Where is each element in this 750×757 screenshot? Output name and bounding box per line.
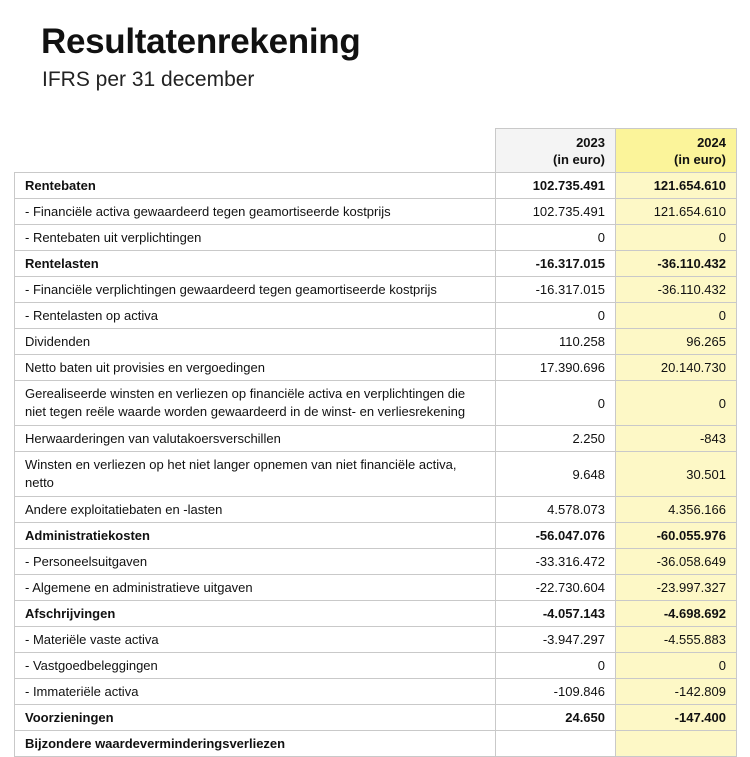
table-row [15, 575, 737, 601]
value-2024: -843 [616, 426, 737, 452]
value-2024: 0 [616, 303, 737, 329]
header-blank-cell [15, 129, 496, 173]
table-row [15, 497, 737, 523]
column-header-2023-unit: (in euro) [553, 151, 605, 167]
row-label: - Materiële vaste activa [15, 627, 496, 653]
value-2024: -147.400 [616, 705, 737, 731]
table-row [15, 627, 737, 653]
value-2024: -142.809 [616, 679, 737, 705]
table-row [15, 199, 737, 225]
value-2024: -36.110.432 [616, 251, 737, 277]
row-label: Afschrijvingen [15, 601, 496, 627]
value-2023 [496, 731, 616, 757]
row-label: Bijzondere waardeverminderingsverliezen [15, 731, 496, 757]
table-row [15, 303, 737, 329]
value-2023: 0 [496, 653, 616, 679]
row-label: Netto baten uit provisies en vergoedingen [15, 355, 496, 381]
row-label: - Immateriële activa [15, 679, 496, 705]
value-2023: 0 [496, 381, 616, 426]
value-2024: 121.654.610 [616, 173, 737, 199]
value-2024: -36.110.432 [616, 277, 737, 303]
table-row [15, 173, 737, 199]
table-row [15, 452, 737, 497]
value-2023: 0 [496, 303, 616, 329]
row-label: Rentebaten [15, 173, 496, 199]
row-label: - Financiële activa gewaardeerd tegen geamortiseerde kostprijs [15, 199, 496, 225]
income-statement-table [14, 128, 737, 757]
table-row [15, 653, 737, 679]
row-label: - Algemene en administratieve uitgaven [15, 575, 496, 601]
row-label: Dividenden [15, 329, 496, 355]
value-2023: -33.316.472 [496, 549, 616, 575]
value-2023: -16.317.015 [496, 277, 616, 303]
value-2023: -109.846 [496, 679, 616, 705]
value-2023: -4.057.143 [496, 601, 616, 627]
table-row [15, 381, 737, 426]
row-label: Gerealiseerde winsten en verliezen op financiële activa en verplichtingen die niet tegen reële waarde worden gewaardeerd in de winst- en verliesrekening [15, 381, 496, 426]
value-2023: 9.648 [496, 452, 616, 497]
row-label: Herwaarderingen van valutakoersverschillen [15, 426, 496, 452]
value-2024: 0 [616, 381, 737, 426]
table-row [15, 329, 737, 355]
value-2023: -3.947.297 [496, 627, 616, 653]
value-2023: 17.390.696 [496, 355, 616, 381]
row-label: - Personeelsuitgaven [15, 549, 496, 575]
row-label: - Vastgoedbeleggingen [15, 653, 496, 679]
column-header-2024 [616, 129, 737, 173]
value-2024: -36.058.649 [616, 549, 737, 575]
table-row [15, 277, 737, 303]
table-row [15, 705, 737, 731]
table-row [15, 731, 737, 757]
value-2024: -4.698.692 [616, 601, 737, 627]
value-2023: -22.730.604 [496, 575, 616, 601]
table-row [15, 679, 737, 705]
table-row [15, 355, 737, 381]
row-label: Voorzieningen [15, 705, 496, 731]
value-2023: 24.650 [496, 705, 616, 731]
value-2024: -60.055.976 [616, 523, 737, 549]
row-label: - Financiële verplichtingen gewaardeerd tegen geamortiseerde kostprijs [15, 277, 496, 303]
value-2024: 121.654.610 [616, 199, 737, 225]
column-header-2024-unit: (in euro) [674, 151, 726, 167]
row-label: Winsten en verliezen op het niet langer opnemen van niet financiële activa, netto [15, 452, 496, 497]
column-header-2023 [496, 129, 616, 173]
value-2023: -56.047.076 [496, 523, 616, 549]
column-header-2024-year: 2024 [697, 134, 726, 150]
table-row [15, 523, 737, 549]
value-2023: 2.250 [496, 426, 616, 452]
page-subtitle: IFRS per 31 december [42, 68, 255, 91]
table-row [15, 601, 737, 627]
table-header-row [15, 129, 737, 173]
value-2024: -4.555.883 [616, 627, 737, 653]
value-2024: 96.265 [616, 329, 737, 355]
row-label: - Rentebaten uit verplichtingen [15, 225, 496, 251]
row-label: Andere exploitatiebaten en -lasten [15, 497, 496, 523]
value-2024: 0 [616, 225, 737, 251]
column-header-2023-year: 2023 [576, 134, 605, 150]
table-row [15, 225, 737, 251]
page-title: Resultatenrekening [41, 22, 361, 61]
value-2024: 30.501 [616, 452, 737, 497]
value-2024: 4.356.166 [616, 497, 737, 523]
table-row [15, 426, 737, 452]
row-label: - Rentelasten op activa [15, 303, 496, 329]
row-label: Administratiekosten [15, 523, 496, 549]
value-2024 [616, 731, 737, 757]
row-label: Rentelasten [15, 251, 496, 277]
value-2023: 0 [496, 225, 616, 251]
value-2024: 0 [616, 653, 737, 679]
value-2024: -23.997.327 [616, 575, 737, 601]
value-2023: -16.317.015 [496, 251, 616, 277]
value-2023: 4.578.073 [496, 497, 616, 523]
value-2024: 20.140.730 [616, 355, 737, 381]
value-2023: 102.735.491 [496, 199, 616, 225]
table-row [15, 251, 737, 277]
table-row [15, 549, 737, 575]
value-2023: 110.258 [496, 329, 616, 355]
value-2023: 102.735.491 [496, 173, 616, 199]
